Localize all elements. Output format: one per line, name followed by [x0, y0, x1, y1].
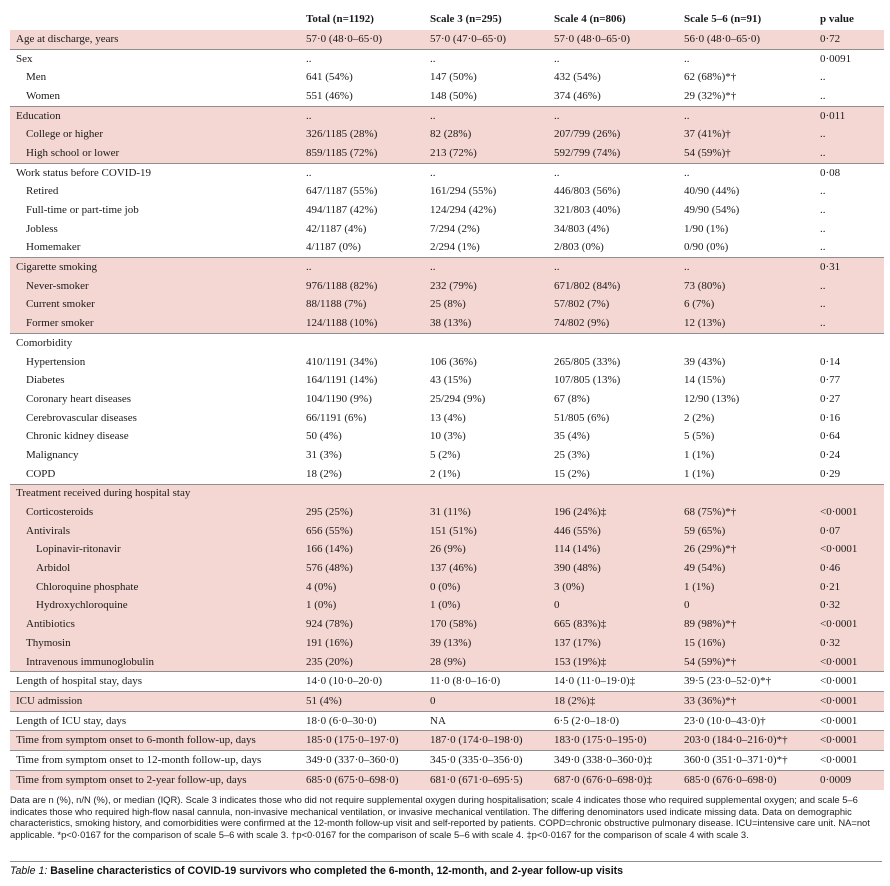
cell-scale-3: 1 (0%): [430, 599, 461, 612]
cell-scale-5-6: 33 (36%)*†: [684, 692, 812, 712]
cell-scale-4: ..: [554, 106, 684, 125]
cell-p-value: ..: [820, 204, 826, 217]
cell-p-value: 0·31: [812, 258, 884, 277]
cell-total: 641 (54%): [306, 71, 353, 84]
cell-total: 295 (25%): [306, 506, 353, 519]
cell-total: 185·0 (175·0–197·0): [306, 731, 430, 751]
cell-scale-3: 232 (79%): [430, 279, 477, 292]
row-label: Cigarette smoking: [10, 258, 306, 277]
cell-scale-3: 31 (11%): [430, 506, 471, 519]
table-row: [10, 371, 884, 390]
cell-p-value: ..: [820, 128, 826, 141]
cell-p-value: ..: [820, 279, 826, 292]
cell-scale-4: 6·5 (2·0–18·0): [554, 711, 684, 731]
cell-scale-5-6: 26 (29%)*†: [684, 543, 737, 556]
cell-scale-3: 28 (9%): [430, 655, 466, 668]
cell-total: 647/1187 (55%): [306, 185, 378, 198]
cell-scale-3: NA: [430, 711, 554, 731]
cell-scale-4: 107/805 (13%): [554, 374, 621, 387]
cell-p-value: 0·08: [812, 163, 884, 182]
table-row: [10, 183, 884, 202]
table-row: [10, 106, 884, 125]
row-label: Antivirals: [26, 524, 70, 537]
cell-scale-5-6: 73 (80%): [684, 279, 726, 292]
row-label: Time from symptom onset to 2-year follow-up, days: [10, 770, 306, 789]
cell-scale-4: 35 (4%): [554, 430, 590, 443]
row-label: Time from symptom onset to 6-month follow-up, days: [10, 731, 306, 751]
cell-scale-4: [554, 484, 684, 503]
cell-total: 57·0 (48·0–65·0): [306, 32, 383, 45]
cell-scale-3: 0: [430, 692, 554, 712]
table-row: [10, 751, 884, 771]
cell-p-value: ..: [820, 222, 826, 235]
cell-p-value: 0·0091: [812, 49, 884, 68]
table-row: [10, 578, 884, 597]
cell-total: 551 (46%): [306, 89, 353, 102]
cell-total: 18·0 (6·0–30·0): [306, 711, 430, 731]
cell-scale-3: [430, 484, 554, 503]
cell-scale-5-6: 14 (15%): [684, 374, 726, 387]
cell-scale-3: 43 (15%): [430, 374, 472, 387]
table-footnotes: [10, 794, 882, 840]
row-label: Hydroxychloroquine: [36, 599, 128, 612]
cell-scale-4: 207/799 (26%): [554, 128, 621, 141]
table-row: [10, 446, 884, 465]
cell-scale-3: 2 (1%): [430, 467, 461, 480]
row-label: Current smoker: [26, 298, 95, 311]
table-row: [10, 427, 884, 446]
cell-scale-4: 153 (19%)‡: [554, 655, 607, 668]
cell-p-value: <0·0001: [820, 543, 858, 556]
cell-p-value: ..: [820, 71, 826, 84]
cell-scale-5-6: [684, 334, 812, 353]
row-label: Education: [10, 106, 306, 125]
cell-scale-4: 51/805 (6%): [554, 411, 610, 424]
row-label: Treatment received during hospital stay: [10, 484, 306, 503]
cell-total: 166 (14%): [306, 543, 353, 556]
row-label: Men: [26, 71, 47, 84]
cell-total: 349·0 (337·0–360·0): [306, 751, 430, 771]
cell-scale-3: 38 (13%): [430, 317, 472, 330]
cell-total: 164/1191 (14%): [306, 374, 378, 387]
cell-p-value: 0·24: [820, 448, 841, 461]
cell-scale-5-6: 40/90 (44%): [684, 185, 740, 198]
cell-total: 685·0 (675·0–698·0): [306, 770, 430, 789]
cell-scale-3: ..: [430, 106, 554, 125]
header-row: [10, 8, 884, 30]
cell-p-value: ..: [820, 317, 826, 330]
cell-scale-5-6: 5 (5%): [684, 430, 715, 443]
cell-scale-3: 147 (50%): [430, 71, 477, 84]
cell-p-value: 0·011: [812, 106, 884, 125]
row-label: Work status before COVID-19: [10, 163, 306, 182]
cell-scale-5-6: 203·0 (184·0–216·0)*†: [684, 731, 812, 751]
row-label: Never-smoker: [26, 279, 89, 292]
row-label: Time from symptom onset to 12-month follow-up, days: [10, 751, 306, 771]
cell-scale-3: ..: [430, 49, 554, 68]
table-row: [10, 484, 884, 503]
row-label: Coronary heart diseases: [26, 392, 132, 405]
cell-scale-4: 18 (2%)‡: [554, 692, 684, 712]
cell-scale-3: 161/294 (55%): [430, 185, 497, 198]
table-row: [10, 220, 884, 239]
cell-scale-3: 82 (28%): [430, 128, 472, 141]
cell-total: 576 (48%): [306, 562, 353, 575]
cell-scale-3: 57·0 (47·0–65·0): [430, 32, 507, 45]
row-label: Hypertension: [26, 355, 86, 368]
cell-scale-3: 148 (50%): [430, 89, 477, 102]
cell-p-value: ..: [820, 185, 826, 198]
row-label: Retired: [26, 185, 59, 198]
table-row: [10, 68, 884, 87]
cell-p-value: ..: [820, 241, 826, 254]
cell-total: 124/1188 (10%): [306, 317, 378, 330]
header-total: Total (n=1192): [306, 12, 374, 25]
cell-scale-5-6: 49/90 (54%): [684, 204, 740, 217]
cell-scale-3: 213 (72%): [430, 146, 477, 159]
cell-scale-4: 34/803 (4%): [554, 222, 610, 235]
cell-scale-3: 137 (46%): [430, 562, 477, 575]
table-row: [10, 465, 884, 484]
table-row: [10, 296, 884, 315]
cell-p-value: [812, 334, 884, 353]
cell-total: 656 (55%): [306, 524, 353, 537]
cell-p-value: 0·0009: [812, 770, 884, 789]
cell-scale-4: 446 (55%): [554, 524, 601, 537]
cell-scale-5-6: 2 (2%): [684, 411, 715, 424]
cell-scale-3: 681·0 (671·0–695·5): [430, 770, 554, 789]
cell-total: 410/1191 (34%): [306, 355, 378, 368]
table-row: [10, 597, 884, 616]
cell-scale-3: 7/294 (2%): [430, 222, 480, 235]
cell-scale-3: 187·0 (174·0–198·0): [430, 731, 554, 751]
row-label: Jobless: [26, 222, 58, 235]
cell-scale-4: 114 (14%): [554, 543, 601, 556]
cell-total: ..: [306, 163, 430, 182]
row-label: Women: [26, 89, 60, 102]
row-label: Lopinavir-ritonavir: [36, 543, 121, 556]
row-label: Cerebrovascular diseases: [26, 411, 137, 424]
cell-p-value: 0·64: [820, 430, 841, 443]
cell-scale-5-6: 62 (68%)*†: [684, 71, 737, 84]
cell-scale-3: [430, 334, 554, 353]
cell-total: 494/1187 (42%): [306, 204, 378, 217]
cell-scale-4: 671/802 (84%): [554, 279, 621, 292]
table-row: [10, 634, 884, 653]
cell-p-value: <0·0001: [820, 506, 858, 519]
cell-scale-5-6: 12/90 (13%): [684, 392, 740, 405]
cell-scale-5-6: 54 (59%)*†: [684, 655, 737, 668]
cell-p-value: 0·32: [820, 599, 841, 612]
cell-scale-4: 432 (54%): [554, 71, 601, 84]
table-row: [10, 541, 884, 560]
table-row: [10, 522, 884, 541]
cell-p-value: 0·72: [820, 32, 841, 45]
cell-scale-5-6: 89 (98%)*†: [684, 618, 737, 631]
row-label: Diabetes: [26, 374, 65, 387]
cell-scale-5-6: 29 (32%)*†: [684, 89, 737, 102]
row-label: Antibiotics: [26, 618, 75, 631]
cell-total: 104/1190 (9%): [306, 392, 372, 405]
table-row: [10, 239, 884, 258]
cell-p-value: 0·27: [820, 392, 841, 405]
table-row: [10, 503, 884, 522]
cell-scale-4: 3 (0%): [554, 580, 585, 593]
footnote-text: Data are n (%), n/N (%), or median (IQR). Scale 3 indicates those who did not require supplemental oxygen during hospitalisation; scale 4 indicates those who required supplemental oxygen; and scale 5–6 indicates those who required high-flow nasal cannula, non-invasive mechanical ventilation, or invasive mechanical ventilation. The differing denominators used indicate missing data. Data on demographic characteristics, smoking history, and comorbidities were confirmed at the 12-month follow-up visit and self-reported by patients. COPD=chronic obstructive pulmonary disease. ICU=intensive care unit. NA=not applicable. *p<0·0167 for the comparison of scale 5–6 with scale 3. †p<0·0167 for the comparison of scale 5–6 with scale 4. ‡p<0·0167 for the comparison of scale 4 with scale 3.: [10, 794, 870, 840]
cell-scale-5-6: [684, 484, 812, 503]
cell-p-value: 0·77: [820, 374, 841, 387]
cell-scale-4: 67 (8%): [554, 392, 590, 405]
cell-scale-5-6: 12 (13%): [684, 317, 726, 330]
row-label: ICU admission: [10, 692, 306, 712]
cell-total: 235 (20%): [306, 655, 353, 668]
cell-scale-4: [554, 334, 684, 353]
cell-scale-5-6: ..: [684, 106, 812, 125]
header-label: [10, 8, 306, 30]
table-row: [10, 731, 884, 751]
table-header: [10, 8, 884, 30]
cell-total: 50 (4%): [306, 430, 342, 443]
cell-scale-4: 265/805 (33%): [554, 355, 621, 368]
cell-scale-3: 26 (9%): [430, 543, 466, 556]
cell-scale-4: 349·0 (338·0–360·0)‡: [554, 751, 684, 771]
table-row: [10, 125, 884, 144]
header-scale-5-6: Scale 5–6 (n=91): [684, 12, 762, 25]
cell-total: 88/1188 (7%): [306, 298, 367, 311]
cell-scale-4: ..: [554, 49, 684, 68]
cell-scale-5-6: 1 (1%): [684, 448, 715, 461]
cell-scale-4: ..: [554, 258, 684, 277]
cell-scale-5-6: 1 (1%): [684, 580, 715, 593]
table-row: [10, 615, 884, 634]
cell-scale-5-6: 1 (1%): [684, 467, 715, 480]
cell-scale-3: 11·0 (8·0–16·0): [430, 672, 554, 692]
table-row: [10, 258, 884, 277]
cell-total: 326/1185 (28%): [306, 128, 378, 141]
cell-total: 4/1187 (0%): [306, 241, 361, 254]
cell-scale-4: 196 (24%)‡: [554, 506, 607, 519]
cell-p-value: ..: [820, 298, 826, 311]
cell-scale-4: 57/802 (7%): [554, 298, 610, 311]
cell-scale-3: 0 (0%): [430, 580, 461, 593]
cell-scale-5-6: ..: [684, 49, 812, 68]
cell-p-value: 0·14: [820, 355, 841, 368]
cell-scale-3: 170 (58%): [430, 618, 477, 631]
cell-scale-5-6: 39 (43%): [684, 355, 726, 368]
cell-scale-3: 5 (2%): [430, 448, 461, 461]
cell-p-value: 0·07: [820, 524, 841, 537]
row-label: Comorbidity: [10, 334, 306, 353]
cell-scale-4: 15 (2%): [554, 467, 590, 480]
cell-p-value: <0·0001: [812, 711, 884, 731]
table-row: [10, 653, 884, 672]
table-row: [10, 559, 884, 578]
cell-p-value: 0·46: [820, 562, 841, 575]
table-row: [10, 30, 884, 49]
cell-total: 42/1187 (4%): [306, 222, 367, 235]
table-row: [10, 87, 884, 106]
table-row: [10, 277, 884, 296]
cell-scale-3: 124/294 (42%): [430, 204, 497, 217]
row-label: Length of ICU stay, days: [10, 711, 306, 731]
cell-scale-5-6: 39·5 (23·0–52·0)*†: [684, 672, 812, 692]
row-label: Malignancy: [26, 448, 79, 461]
cell-scale-5-6: 0/90 (0%): [684, 241, 729, 254]
table-row: [10, 334, 884, 353]
cell-total: 859/1185 (72%): [306, 146, 378, 159]
cell-scale-5-6: 360·0 (351·0–371·0)*†: [684, 751, 812, 771]
row-label: Corticosteroids: [26, 506, 94, 519]
cell-scale-3: ..: [430, 258, 554, 277]
row-label: College or higher: [26, 128, 103, 141]
cell-scale-4: ..: [554, 163, 684, 182]
table-number: Table 1:: [10, 865, 48, 877]
table-caption: [10, 861, 882, 878]
table-row: [10, 409, 884, 428]
table-row: [10, 353, 884, 372]
cell-total: 191 (16%): [306, 636, 353, 649]
row-label: Chronic kidney disease: [26, 430, 129, 443]
table-row: [10, 692, 884, 712]
cell-scale-4: 57·0 (48·0–65·0): [554, 32, 631, 45]
cell-total: 66/1191 (6%): [306, 411, 367, 424]
cell-p-value: <0·0001: [812, 751, 884, 771]
cell-scale-5-6: 56·0 (48·0–65·0): [684, 32, 761, 45]
cell-scale-5-6: 37 (41%)†: [684, 128, 731, 141]
header-p-value: p value: [820, 12, 854, 25]
cell-p-value: ..: [820, 146, 826, 159]
cell-total: 1 (0%): [306, 599, 337, 612]
cell-scale-4: 2/803 (0%): [554, 241, 604, 254]
cell-scale-3: 25/294 (9%): [430, 392, 486, 405]
row-label: Full-time or part-time job: [26, 204, 139, 217]
table-row: [10, 314, 884, 333]
cell-scale-5-6: 68 (75%)*†: [684, 506, 737, 519]
cell-scale-5-6: 54 (59%)†: [684, 146, 731, 159]
row-label: Length of hospital stay, days: [10, 672, 306, 692]
cell-scale-5-6: 49 (54%): [684, 562, 726, 575]
cell-p-value: <0·0001: [812, 692, 884, 712]
cell-scale-3: 151 (51%): [430, 524, 477, 537]
cell-scale-3: 39 (13%): [430, 636, 472, 649]
row-label: Intravenous immunoglobulin: [26, 655, 155, 668]
cell-scale-4: 0: [554, 599, 560, 612]
cell-scale-4: 374 (46%): [554, 89, 601, 102]
baseline-characteristics-table: [10, 8, 884, 790]
cell-scale-5-6: 0: [684, 599, 690, 612]
cell-total: 51 (4%): [306, 692, 430, 712]
row-label: Thymosin: [26, 636, 71, 649]
cell-scale-3: 345·0 (335·0–356·0): [430, 751, 554, 771]
row-label: COPD: [26, 467, 56, 480]
cell-scale-4: 687·0 (676·0–698·0)‡: [554, 770, 684, 789]
table-row: [10, 144, 884, 163]
cell-scale-4: 137 (17%): [554, 636, 601, 649]
header-scale-3: Scale 3 (n=295): [430, 12, 502, 25]
header-scale-4: Scale 4 (n=806): [554, 12, 626, 25]
cell-scale-4: 446/803 (56%): [554, 185, 621, 198]
row-label: High school or lower: [26, 146, 120, 159]
table-body: [10, 30, 884, 790]
table-row: [10, 390, 884, 409]
cell-total: ..: [306, 106, 430, 125]
cell-total: [306, 484, 430, 503]
cell-scale-5-6: 6 (7%): [684, 298, 715, 311]
row-label: Age at discharge, years: [16, 32, 119, 45]
cell-total: 31 (3%): [306, 448, 342, 461]
cell-scale-5-6: ..: [684, 258, 812, 277]
cell-p-value: <0·0001: [820, 618, 858, 631]
cell-scale-3: 13 (4%): [430, 411, 466, 424]
cell-p-value: 0·29: [820, 467, 841, 480]
cell-p-value: <0·0001: [812, 672, 884, 692]
cell-scale-5-6: 15 (16%): [684, 636, 726, 649]
cell-total: 976/1188 (82%): [306, 279, 378, 292]
cell-scale-3: ..: [430, 163, 554, 182]
cell-scale-3: 106 (36%): [430, 355, 477, 368]
row-label: Arbidol: [36, 562, 71, 575]
cell-p-value: [812, 484, 884, 503]
cell-scale-5-6: ..: [684, 163, 812, 182]
cell-total: ..: [306, 258, 430, 277]
row-label: Sex: [10, 49, 306, 68]
cell-scale-3: 25 (8%): [430, 298, 466, 311]
cell-scale-3: 2/294 (1%): [430, 241, 480, 254]
cell-scale-4: 183·0 (175·0–195·0): [554, 731, 684, 751]
cell-scale-4: 25 (3%): [554, 448, 590, 461]
cell-scale-4: 14·0 (11·0–19·0)‡: [554, 672, 684, 692]
cell-scale-4: 74/802 (9%): [554, 317, 610, 330]
cell-scale-3: 10 (3%): [430, 430, 466, 443]
table-title: Baseline characteristics of COVID-19 survivors who completed the 6-month, 12-month, and 2-year follow-up visits: [50, 865, 624, 877]
cell-total: 18 (2%): [306, 467, 342, 480]
cell-p-value: ..: [820, 89, 826, 102]
cell-scale-4: 592/799 (74%): [554, 146, 621, 159]
cell-scale-5-6: 23·0 (10·0–43·0)†: [684, 711, 812, 731]
table-row: [10, 711, 884, 731]
table-row: [10, 201, 884, 220]
table-row: [10, 672, 884, 692]
row-label: Chloroquine phosphate: [36, 580, 139, 593]
cell-total: [306, 334, 430, 353]
cell-p-value: <0·0001: [812, 731, 884, 751]
cell-p-value: 0·21: [820, 580, 841, 593]
cell-total: 4 (0%): [306, 580, 337, 593]
cell-p-value: 0·16: [820, 411, 841, 424]
cell-total: ..: [306, 49, 430, 68]
table-row: [10, 163, 884, 182]
cell-total: 14·0 (10·0–20·0): [306, 672, 430, 692]
cell-p-value: <0·0001: [820, 655, 858, 668]
cell-scale-4: 665 (83%)‡: [554, 618, 607, 631]
table-row: [10, 770, 884, 789]
cell-p-value: 0·32: [820, 636, 841, 649]
cell-scale-4: 321/803 (40%): [554, 204, 621, 217]
cell-scale-4: 390 (48%): [554, 562, 601, 575]
cell-scale-5-6: 1/90 (1%): [684, 222, 729, 235]
cell-scale-5-6: 685·0 (676·0–698·0): [684, 770, 812, 789]
cell-total: 924 (78%): [306, 618, 353, 631]
row-label: Former smoker: [26, 317, 94, 330]
cell-scale-5-6: 59 (65%): [684, 524, 726, 537]
row-label: Homemaker: [26, 241, 81, 254]
table-row: [10, 49, 884, 68]
